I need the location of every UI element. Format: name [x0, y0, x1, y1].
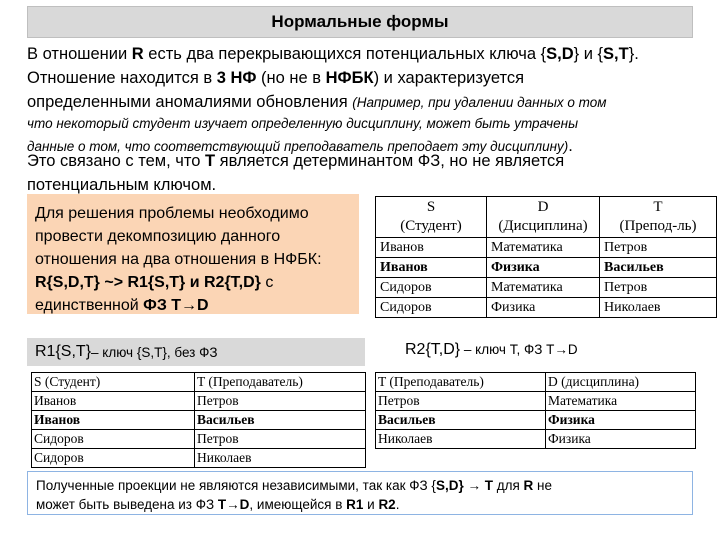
text: ФЗ T→D — [143, 297, 209, 314]
table-row — [376, 392, 696, 411]
table-row — [32, 411, 366, 430]
text: R{S,D,T} ~> R1{S,T} и R2{T,D} — [35, 274, 261, 291]
text: и — [363, 497, 379, 512]
header-cell: S (Студент) — [32, 373, 195, 392]
decomp-line-4 — [35, 271, 349, 294]
table-row — [376, 238, 717, 258]
slide-title — [27, 6, 693, 38]
table-cell: Сидоров — [32, 449, 195, 468]
text: R2 — [378, 497, 396, 512]
text: D — [537, 199, 549, 215]
text: есть два перекрывающихся потенциальных ключа { — [143, 45, 547, 63]
table-cell: Иванов — [32, 392, 195, 411]
p2-line-2: потенциальным ключом. — [27, 176, 217, 194]
text: В отношении — [27, 45, 132, 63]
table-cell: Иванов — [376, 238, 487, 258]
p2-line-1 — [27, 149, 707, 173]
table-cell: Петров — [376, 392, 546, 411]
text: R1 — [346, 497, 364, 512]
table-cell: Васильев — [600, 258, 717, 278]
text: T — [205, 152, 216, 170]
table-row — [376, 430, 696, 449]
r1-key-text: – ключ {S,T}, без ФЗ — [91, 344, 218, 360]
text: (но не в — [256, 69, 326, 87]
header-cell: T (Преподаватель) — [195, 373, 366, 392]
r1-table — [31, 372, 366, 468]
intro-line-3 — [27, 90, 707, 114]
text: единственной — [35, 297, 144, 314]
text: S,T — [603, 45, 629, 63]
header-cell: D (дисциплина) — [546, 373, 696, 392]
table-row — [376, 411, 696, 430]
table-cell: Николаев — [376, 430, 546, 449]
table-cell: Васильев — [376, 411, 546, 430]
header-cell: T (Преподаватель) — [376, 373, 546, 392]
header-cell — [487, 197, 600, 238]
header-cell — [600, 197, 717, 238]
table-cell: Физика — [487, 298, 600, 318]
intro-line-1 — [27, 42, 707, 66]
table-cell: Математика — [546, 392, 696, 411]
arrow-icon: → — [463, 478, 485, 493]
text: определенными аномалиями обновления — [27, 93, 353, 111]
table-header-row — [376, 373, 696, 392]
r1-label-box — [27, 338, 365, 366]
intro-paragraph — [27, 42, 707, 158]
text: для — [492, 478, 524, 493]
r2-label — [405, 341, 578, 359]
text: S,D — [546, 45, 574, 63]
r2-name: R2{T,D} — [405, 341, 461, 358]
text: не — [533, 478, 553, 493]
text: , имеющейся в — [249, 497, 347, 512]
text: является детерминантом ФЗ, но не является — [215, 152, 565, 170]
table-cell: Николаев — [195, 449, 366, 468]
table-cell: Физика — [546, 411, 696, 430]
text: T — [484, 478, 493, 493]
table-cell: Сидоров — [376, 278, 487, 298]
r1-name: R1{S,T} — [35, 343, 92, 360]
intro-line-2 — [27, 66, 707, 90]
text: может быть выведена из ФЗ — [36, 497, 218, 512]
table-cell: Петров — [600, 278, 717, 298]
table-cell: Петров — [195, 392, 366, 411]
text: с — [260, 274, 274, 291]
table-header-row — [32, 373, 366, 392]
text: R — [523, 478, 534, 493]
table-cell: Васильев — [195, 411, 366, 430]
r2-key-text: – ключ T, ФЗ T→D — [460, 342, 578, 357]
text: T — [653, 199, 663, 215]
conclusion-line-2 — [36, 495, 692, 514]
text: S,D} — [435, 478, 464, 493]
decomp-line-2: провести декомпозицию данного — [35, 228, 281, 245]
r2-table — [375, 372, 696, 449]
table-cell: Математика — [487, 278, 600, 298]
conclusion-line-1 — [36, 476, 692, 495]
table-row — [376, 298, 717, 318]
table-cell: Физика — [546, 430, 696, 449]
relation-r-table — [375, 196, 717, 318]
decomp-line-1: Для решения проблемы необходимо — [35, 205, 309, 222]
table-row — [32, 449, 366, 468]
text: 3 НФ — [216, 69, 257, 87]
text: Полученные проекции не являются независимыми, так как ФЗ { — [36, 478, 436, 493]
table-cell: Николаев — [600, 298, 717, 318]
text: S — [426, 199, 436, 215]
text: (Студент) — [400, 218, 462, 234]
table-header-row — [376, 197, 717, 238]
table-cell: Сидоров — [32, 430, 195, 449]
table-cell: Иванов — [32, 411, 195, 430]
decomp-line-5 — [35, 294, 349, 317]
text: }. — [628, 45, 639, 63]
example-text: (Например, при удалении данных о том — [352, 95, 607, 110]
text: Отношение находится в — [27, 69, 217, 87]
table-cell: Математика — [487, 238, 600, 258]
table-cell: Петров — [195, 430, 366, 449]
decomp-line-3: отношения на два отношения в НФБК: — [35, 251, 322, 268]
table-row — [32, 392, 366, 411]
text: (Препод-ль) — [619, 218, 697, 234]
conclusion-box — [27, 471, 693, 515]
intro-line-4: что некоторый студент изучает определенную дисциплину, может быть утрачены — [27, 116, 579, 131]
text: } и { — [573, 45, 604, 63]
text: R — [131, 45, 144, 63]
text: (Дисциплина) — [498, 218, 588, 234]
text: . — [395, 497, 400, 512]
table-row — [376, 278, 717, 298]
title-text: Нормальные формы — [271, 12, 449, 31]
text: НФБК — [325, 69, 374, 87]
example-text: данные о том, что соответствующий преподаватель преподает эту дисциплину) — [27, 139, 569, 154]
table-row — [376, 258, 717, 278]
table-cell: Физика — [487, 258, 600, 278]
header-cell — [376, 197, 487, 238]
determinant-paragraph — [27, 149, 707, 197]
decomposition-box — [27, 194, 359, 314]
text: . — [568, 137, 573, 155]
table-row — [32, 430, 366, 449]
text: Это связано с тем, что — [27, 152, 205, 170]
text: ) и характеризуется — [373, 69, 525, 87]
table-cell: Иванов — [376, 258, 487, 278]
table-cell: Петров — [600, 238, 717, 258]
text: T→D — [217, 497, 250, 512]
table-cell: Сидоров — [376, 298, 487, 318]
